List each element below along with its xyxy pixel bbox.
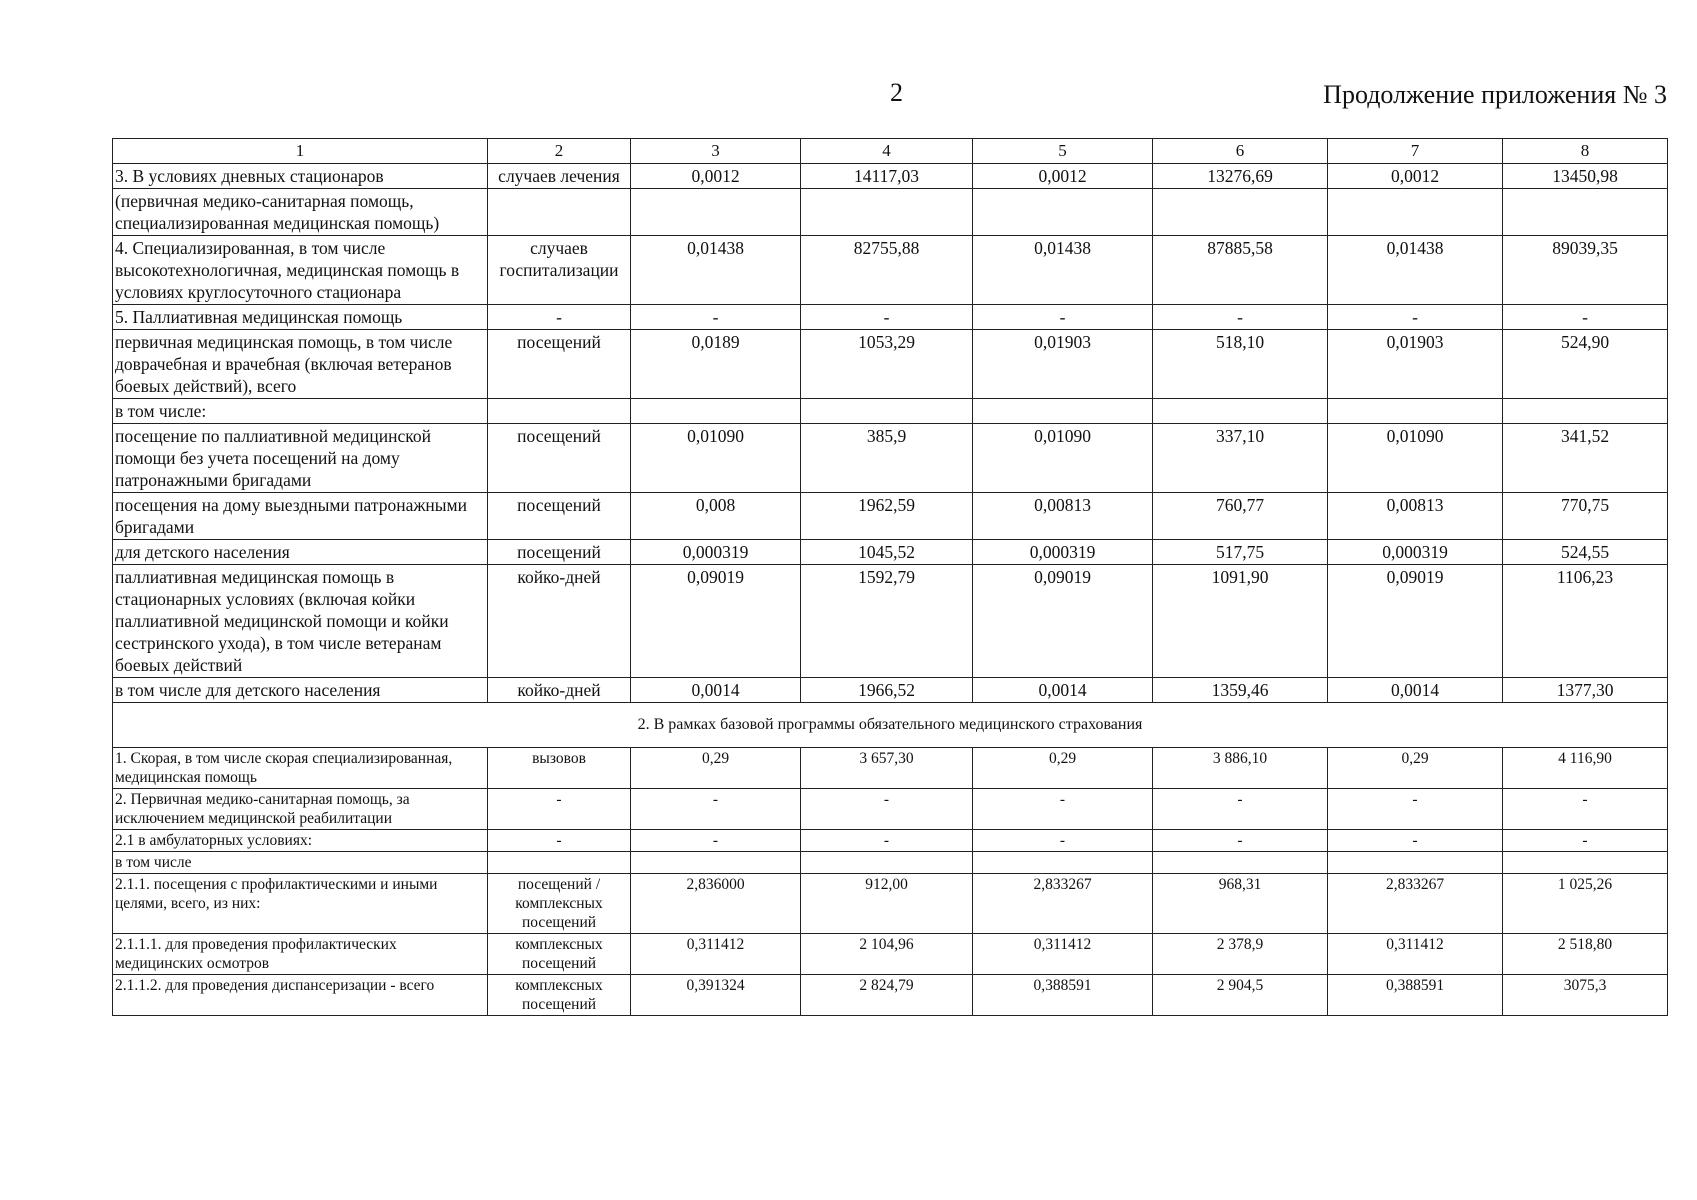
table-row: [113, 874, 1668, 934]
value-cell: 1359,46: [1153, 678, 1328, 703]
value-cell: 0,01438: [631, 236, 801, 305]
value-cell: 1 025,26: [1503, 874, 1668, 934]
value-cell: -: [1153, 830, 1328, 852]
value-cell: -: [631, 305, 801, 330]
value-cell: [1503, 852, 1668, 874]
value-cell: 0,388591: [1328, 975, 1503, 1016]
unit-cell: [488, 852, 631, 874]
row-label: первичная медицинская помощь, в том числе доврачебная и врачебная (включая ветеранов боевых действий), всего: [113, 330, 488, 399]
value-cell: [1153, 852, 1328, 874]
value-cell: 337,10: [1153, 424, 1328, 493]
value-cell: 0,01090: [631, 424, 801, 493]
unit-cell: [488, 189, 631, 236]
row-label: 5. Паллиативная медицинская помощь: [113, 305, 488, 330]
value-cell: -: [973, 789, 1153, 830]
value-cell: -: [973, 830, 1153, 852]
unit-cell: [488, 399, 631, 424]
value-cell: 385,9: [801, 424, 973, 493]
unit-cell: -: [488, 789, 631, 830]
value-cell: [631, 399, 801, 424]
value-cell: 524,90: [1503, 330, 1668, 399]
appendix-title: Продолжение приложения № 3: [1323, 80, 1667, 109]
table-row: [113, 975, 1668, 1016]
value-cell: 0,0012: [631, 164, 801, 189]
value-cell: -: [631, 789, 801, 830]
value-cell: -: [801, 830, 973, 852]
value-cell: -: [631, 830, 801, 852]
value-cell: 0,0189: [631, 330, 801, 399]
value-cell: 2 518,80: [1503, 934, 1668, 975]
unit-cell: посещений /комплексных посещений: [488, 874, 631, 934]
row-label: в том числе:: [113, 399, 488, 424]
value-cell: 2 378,9: [1153, 934, 1328, 975]
table-row: [113, 830, 1668, 852]
column-header: 6: [1153, 139, 1328, 164]
unit-cell: -: [488, 830, 631, 852]
value-cell: 4 116,90: [1503, 748, 1668, 789]
value-cell: [973, 852, 1153, 874]
value-cell: 0,0012: [1328, 164, 1503, 189]
value-cell: 0,29: [1328, 748, 1503, 789]
value-cell: 89039,35: [1503, 236, 1668, 305]
value-cell: 1091,90: [1153, 565, 1328, 678]
column-header-row: [113, 139, 1668, 164]
table-row: [113, 852, 1668, 874]
column-header: 5: [973, 139, 1153, 164]
value-cell: 0,09019: [1328, 565, 1503, 678]
row-label: 2.1.1.2. для проведения диспансеризации - всего: [113, 975, 488, 1016]
section-title: 2. В рамках базовой программы обязательного медицинского страхования: [113, 703, 1668, 748]
value-cell: 0,000319: [973, 540, 1153, 565]
table-row: [113, 789, 1668, 830]
table-row: [113, 305, 1668, 330]
value-cell: [801, 399, 973, 424]
value-cell: 518,10: [1153, 330, 1328, 399]
table-row: [113, 236, 1668, 305]
value-cell: 912,00: [801, 874, 973, 934]
value-cell: 0,01903: [1328, 330, 1503, 399]
row-label: 2. Первичная медико-санитарная помощь, за исключением медицинской реабилитации: [113, 789, 488, 830]
value-cell: 341,52: [1503, 424, 1668, 493]
value-cell: 0,01438: [1328, 236, 1503, 305]
value-cell: 0,000319: [1328, 540, 1503, 565]
row-label: 2.1.1. посещения с профилактическими и иными целями, всего, из них:: [113, 874, 488, 934]
row-label: (первичная медико-санитарная помощь, специализированная медицинская помощь): [113, 189, 488, 236]
unit-cell: посещений: [488, 424, 631, 493]
value-cell: 760,77: [1153, 493, 1328, 540]
row-label: 3. В условиях дневных стационаров: [113, 164, 488, 189]
value-cell: 0,0014: [631, 678, 801, 703]
table-row: [113, 424, 1668, 493]
unit-cell: посещений: [488, 493, 631, 540]
value-cell: -: [1328, 305, 1503, 330]
page-number: 2: [890, 78, 903, 107]
table-row: [113, 678, 1668, 703]
value-cell: 87885,58: [1153, 236, 1328, 305]
value-cell: 1592,79: [801, 565, 973, 678]
column-header: 4: [801, 139, 973, 164]
unit-cell: -: [488, 305, 631, 330]
unit-cell: вызовов: [488, 748, 631, 789]
table-row: [113, 164, 1668, 189]
value-cell: -: [801, 305, 973, 330]
value-cell: 2,833267: [973, 874, 1153, 934]
value-cell: [631, 852, 801, 874]
row-label: посещения на дому выездными патронажными бригадами: [113, 493, 488, 540]
row-label: 2.1.1.1. для проведения профилактических медицинских осмотров: [113, 934, 488, 975]
column-header: 2: [488, 139, 631, 164]
value-cell: [1503, 399, 1668, 424]
section-row: [113, 703, 1668, 748]
value-cell: 968,31: [1153, 874, 1328, 934]
value-cell: [1153, 189, 1328, 236]
value-cell: -: [1503, 305, 1668, 330]
value-cell: 0,391324: [631, 975, 801, 1016]
table-row: [113, 540, 1668, 565]
value-cell: 0,311412: [973, 934, 1153, 975]
value-cell: -: [973, 305, 1153, 330]
value-cell: [1328, 399, 1503, 424]
value-cell: [631, 189, 801, 236]
value-cell: 0,29: [973, 748, 1153, 789]
value-cell: [973, 189, 1153, 236]
column-header: 8: [1503, 139, 1668, 164]
value-cell: 0,01090: [1328, 424, 1503, 493]
value-cell: 2 904,5: [1153, 975, 1328, 1016]
value-cell: 1106,23: [1503, 565, 1668, 678]
column-header: 3: [631, 139, 801, 164]
row-label: в том числе для детского населения: [113, 678, 488, 703]
value-cell: -: [1503, 830, 1668, 852]
table-row: [113, 330, 1668, 399]
table-row: [113, 934, 1668, 975]
value-cell: 2,836000: [631, 874, 801, 934]
row-label: 1. Скорая, в том числе скорая специализированная, медицинская помощь: [113, 748, 488, 789]
value-cell: -: [1328, 789, 1503, 830]
value-cell: 0,09019: [631, 565, 801, 678]
value-cell: 517,75: [1153, 540, 1328, 565]
value-cell: 0,01903: [973, 330, 1153, 399]
value-cell: 0,388591: [973, 975, 1153, 1016]
column-header: 7: [1328, 139, 1503, 164]
value-cell: -: [1503, 789, 1668, 830]
value-cell: 1966,52: [801, 678, 973, 703]
row-label: 2.1 в амбулаторных условиях:: [113, 830, 488, 852]
value-cell: 1962,59: [801, 493, 973, 540]
row-label: для детского населения: [113, 540, 488, 565]
row-label: посещение по паллиативной медицинской помощи без учета посещений на дому патронажными бригадами: [113, 424, 488, 493]
value-cell: -: [1153, 789, 1328, 830]
column-header: 1: [113, 139, 488, 164]
value-cell: 82755,88: [801, 236, 973, 305]
value-cell: [1328, 852, 1503, 874]
row-label: 4. Специализированная, в том числе высокотехнологичная, медицинская помощь в условиях круглосуточного стационара: [113, 236, 488, 305]
value-cell: 0,0012: [973, 164, 1153, 189]
value-cell: 770,75: [1503, 493, 1668, 540]
value-cell: 0,000319: [631, 540, 801, 565]
value-cell: -: [801, 789, 973, 830]
row-label: в том числе: [113, 852, 488, 874]
unit-cell: койко-дней: [488, 565, 631, 678]
table-row: [113, 493, 1668, 540]
value-cell: 0,01090: [973, 424, 1153, 493]
unit-cell: посещений: [488, 540, 631, 565]
value-cell: 0,008: [631, 493, 801, 540]
table-row: [113, 748, 1668, 789]
value-cell: 2 824,79: [801, 975, 973, 1016]
table-row: [113, 565, 1668, 678]
value-cell: -: [1153, 305, 1328, 330]
value-cell: [973, 399, 1153, 424]
table-row: [113, 189, 1668, 236]
unit-cell: комплексных посещений: [488, 975, 631, 1016]
value-cell: [1328, 189, 1503, 236]
value-cell: 524,55: [1503, 540, 1668, 565]
value-cell: 0,09019: [973, 565, 1153, 678]
unit-cell: посещений: [488, 330, 631, 399]
value-cell: [801, 189, 973, 236]
value-cell: -: [1328, 830, 1503, 852]
value-cell: 0,0014: [1328, 678, 1503, 703]
value-cell: 0,311412: [631, 934, 801, 975]
value-cell: [801, 852, 973, 874]
value-cell: 13276,69: [1153, 164, 1328, 189]
unit-cell: койко-дней: [488, 678, 631, 703]
value-cell: 3075,3: [1503, 975, 1668, 1016]
value-cell: 0,0014: [973, 678, 1153, 703]
value-cell: 2 104,96: [801, 934, 973, 975]
value-cell: 1053,29: [801, 330, 973, 399]
value-cell: [1503, 189, 1668, 236]
value-cell: 0,00813: [1328, 493, 1503, 540]
value-cell: 0,29: [631, 748, 801, 789]
value-cell: 0,311412: [1328, 934, 1503, 975]
value-cell: 13450,98: [1503, 164, 1668, 189]
value-cell: 3 657,30: [801, 748, 973, 789]
data-table: [112, 138, 1668, 1016]
row-label: паллиативная медицинская помощь в стационарных условиях (включая койки паллиативной медицинской помощи и койки сестринского ухода), в том числе ветеранам боевых действий: [113, 565, 488, 678]
unit-cell: случаев госпитализации: [488, 236, 631, 305]
value-cell: 3 886,10: [1153, 748, 1328, 789]
value-cell: 2,833267: [1328, 874, 1503, 934]
value-cell: 1377,30: [1503, 678, 1668, 703]
unit-cell: комплексных посещений: [488, 934, 631, 975]
value-cell: 1045,52: [801, 540, 973, 565]
value-cell: [1153, 399, 1328, 424]
table-row: [113, 399, 1668, 424]
unit-cell: случаев лечения: [488, 164, 631, 189]
value-cell: 0,00813: [973, 493, 1153, 540]
value-cell: 0,01438: [973, 236, 1153, 305]
value-cell: 14117,03: [801, 164, 973, 189]
